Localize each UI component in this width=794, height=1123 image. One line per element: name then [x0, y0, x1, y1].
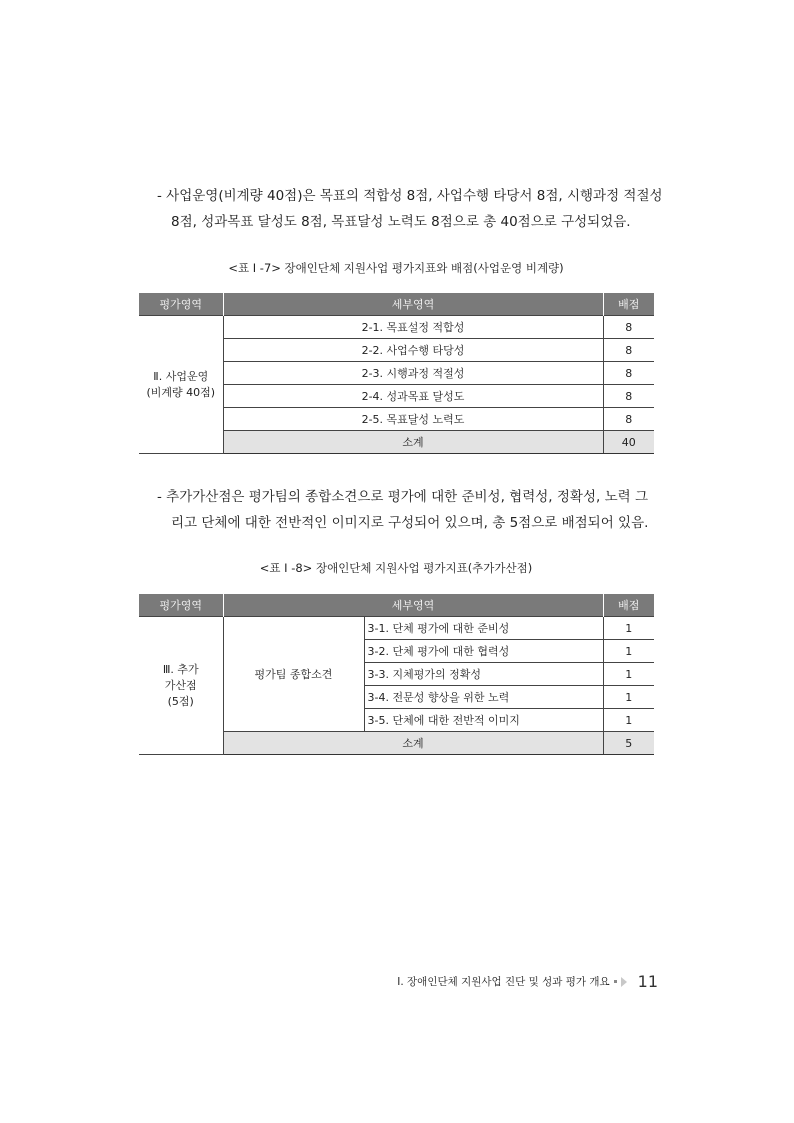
detail-cell: 2-1. 목표설정 적합성 — [223, 316, 603, 339]
paragraph-line: - 사업운영(비계량 40점)은 목표의 적합성 8점, 사업수행 타당서 8점, 시행과정 적절성 — [157, 188, 663, 204]
area-label: 가산점 — [164, 678, 197, 692]
table-bonus-points — [139, 594, 654, 755]
header-score: 배점 — [603, 594, 654, 617]
detail-cell: 2-4. 성과목표 달성도 — [223, 385, 603, 408]
header-area: 평가영역 — [139, 594, 223, 617]
score-cell: 8 — [603, 339, 654, 362]
detail-cell: 2-2. 사업수행 타당성 — [223, 339, 603, 362]
chapter-title: Ⅰ. 장애인단체 지원사업 진단 및 성과 평가 개요 — [397, 976, 610, 988]
page-footer — [390, 972, 658, 991]
header-detail: 세부영역 — [223, 293, 603, 316]
score-cell: 1 — [603, 686, 654, 709]
score-cell: 1 — [603, 663, 654, 686]
paragraph-line: - 추가가산점은 평가팀의 종합소견으로 평가에 대한 준비성, 협력성, 정확성, 노력 그 — [157, 489, 649, 505]
detail-cell: 3-3. 지체평가의 정확성 — [364, 663, 603, 686]
detail-cell: 2-3. 시행과정 적절성 — [223, 362, 603, 385]
subtotal-score: 40 — [603, 431, 654, 454]
area-label: Ⅱ. 사업운영 — [153, 369, 209, 383]
score-cell: 8 — [603, 408, 654, 431]
detail-cell: 3-5. 단체에 대한 전반적 이미지 — [364, 709, 603, 732]
score-cell: 1 — [603, 640, 654, 663]
score-cell: 8 — [603, 316, 654, 339]
area-label: (비계량 40점) — [146, 385, 216, 399]
chevron-right-icon — [614, 976, 630, 988]
area-label: Ⅲ. 추가 — [162, 662, 199, 676]
table2-caption: <표 Ⅰ -8> 장애인단체 지원사업 평가지표(추가가산점) — [259, 561, 533, 575]
score-cell: 1 — [603, 617, 654, 640]
header-area: 평가영역 — [139, 293, 223, 316]
subtotal-label: 소계 — [223, 431, 603, 454]
page-number: 11 — [637, 972, 658, 991]
paragraph-line: 8점, 성과목표 달성도 8점, 목표달성 노력도 8점으로 총 40점으로 구성되었음. — [171, 214, 631, 230]
table1-caption: <표 Ⅰ -7> 장애인단체 지원사업 평가지표와 배점(사업운영 비계량) — [228, 261, 564, 275]
detail-cell: 3-4. 전문성 향상을 위한 노력 — [364, 686, 603, 709]
detail-cell: 2-5. 목표달성 노력도 — [223, 408, 603, 431]
score-cell: 1 — [603, 709, 654, 732]
area-cell — [139, 316, 223, 454]
subtotal-score: 5 — [603, 732, 654, 755]
area-cell — [139, 617, 223, 755]
detail-cell: 3-2. 단체 평가에 대한 협력성 — [364, 640, 603, 663]
header-detail: 세부영역 — [223, 594, 603, 617]
detail-cell: 3-1. 단체 평가에 대한 준비성 — [364, 617, 603, 640]
area-label: (5점) — [167, 694, 194, 708]
subtotal-label: 소계 — [223, 732, 603, 755]
score-cell: 8 — [603, 385, 654, 408]
paragraph-bonus-points — [157, 484, 657, 536]
score-cell: 8 — [603, 362, 654, 385]
table-business-operation — [139, 293, 654, 454]
header-score: 배점 — [603, 293, 654, 316]
paragraph-line: 리고 단체에 대한 전반적인 이미지로 구성되어 있으며, 총 5점으로 배점되어 있음. — [171, 515, 649, 531]
group-cell: 평가팀 종합소견 — [223, 617, 364, 732]
paragraph-business-operation — [157, 183, 663, 235]
